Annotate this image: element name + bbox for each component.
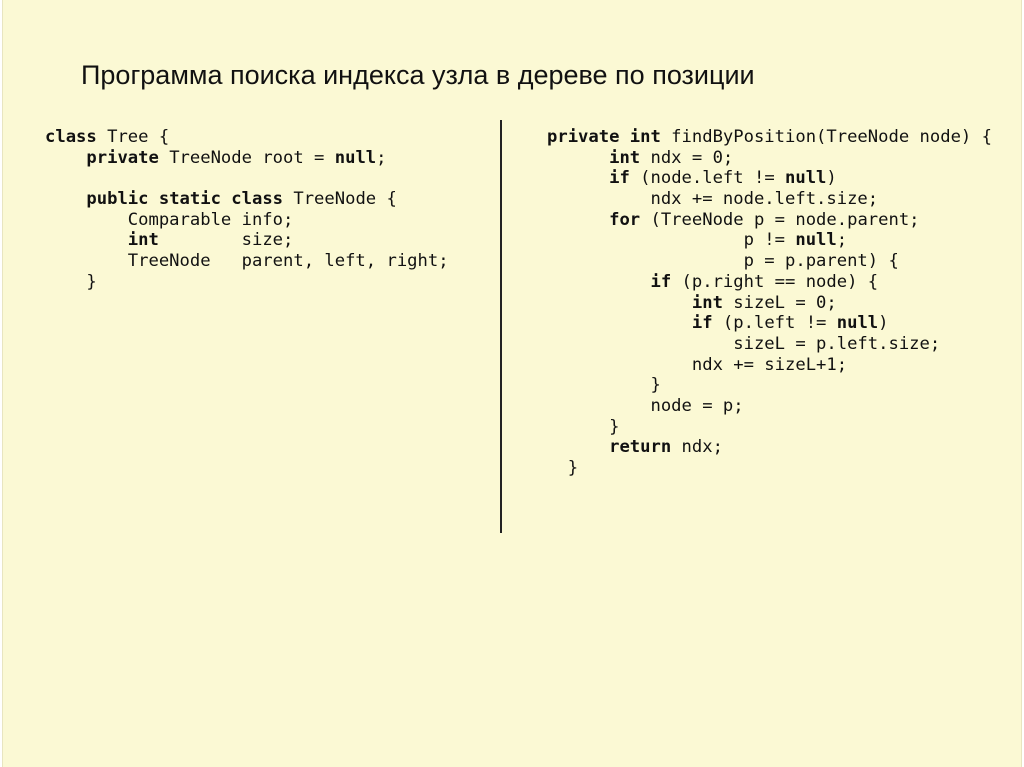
- code-line: [45, 230, 449, 251]
- code-text: [547, 293, 692, 313]
- code-line: [547, 458, 992, 479]
- code-keyword: null: [795, 230, 837, 251]
- code-keyword: public static class: [86, 189, 284, 210]
- code-keyword: return: [609, 437, 672, 458]
- code-text: [547, 210, 609, 230]
- code-text: [547, 148, 609, 168]
- code-text: findByPosition(TreeNode node) {: [660, 127, 992, 147]
- code-text: [547, 168, 609, 188]
- code-text: sizeL = 0;: [722, 292, 837, 313]
- code-line: [547, 272, 992, 293]
- code-keyword: for: [609, 209, 641, 230]
- code-line: [45, 148, 449, 169]
- code-text: }: [547, 416, 620, 437]
- code-line: [547, 127, 992, 148]
- code-text: (node.left !=: [629, 168, 786, 189]
- code-keyword: private int: [547, 127, 661, 147]
- code-text: ): [826, 168, 837, 189]
- code-text: Tree {: [96, 127, 170, 147]
- code-line: [547, 334, 992, 355]
- code-keyword: int: [127, 230, 159, 251]
- code-line: [547, 417, 992, 438]
- code-keyword: int: [609, 147, 641, 168]
- code-keyword: private: [86, 147, 159, 168]
- code-line: [45, 168, 449, 189]
- code-text: Comparable info;: [45, 209, 294, 230]
- code-text: TreeNode {: [283, 189, 397, 210]
- code-text: size;: [158, 230, 294, 251]
- code-text: sizeL = p.left.size;: [547, 333, 941, 354]
- code-keyword: class: [45, 127, 97, 147]
- code-line: [547, 168, 992, 189]
- code-text: (p.left !=: [712, 313, 837, 334]
- code-keyword: null: [334, 147, 377, 168]
- code-text: }: [45, 271, 97, 292]
- code-text: [45, 148, 86, 168]
- tree-class-code-block: [45, 127, 449, 293]
- slide-title: Программа поиска индекса узла в дереве по позиции: [81, 60, 755, 90]
- slide: [2, 0, 1022, 767]
- code-text: TreeNode root =: [158, 147, 335, 168]
- column-divider: [500, 120, 502, 533]
- code-line: [547, 210, 992, 231]
- code-text: [547, 437, 609, 457]
- code-keyword: null: [836, 313, 879, 334]
- code-text: [547, 272, 650, 292]
- code-line: [547, 251, 992, 272]
- code-text: ;: [376, 147, 387, 168]
- code-text: }: [547, 375, 661, 396]
- code-keyword: if: [650, 271, 672, 292]
- code-text: node = p;: [547, 395, 744, 416]
- code-text: p = p.parent) {: [547, 251, 899, 272]
- code-text: (TreeNode p = node.parent;: [640, 209, 920, 230]
- code-line: [547, 148, 992, 169]
- code-text: ndx;: [671, 437, 723, 458]
- code-text: [45, 230, 128, 250]
- code-keyword: if: [691, 313, 713, 334]
- code-line: [45, 251, 449, 272]
- code-line: [547, 355, 992, 376]
- code-keyword: int: [691, 292, 723, 313]
- code-text: }: [547, 458, 579, 478]
- code-keyword: null: [785, 168, 827, 189]
- code-line: [45, 189, 449, 210]
- code-line: [45, 127, 449, 148]
- code-text: ndx = 0;: [640, 147, 734, 168]
- code-line: [45, 272, 449, 293]
- find-by-position-code-block: [547, 127, 992, 479]
- code-text: [547, 313, 692, 333]
- code-text: (p.right == node) {: [671, 271, 879, 292]
- code-line: [45, 210, 449, 231]
- code-line: [547, 293, 992, 314]
- code-line: [547, 189, 992, 210]
- code-text: ndx += sizeL+1;: [547, 354, 848, 375]
- code-line: [547, 396, 992, 417]
- code-text: [45, 189, 86, 209]
- code-line: [547, 375, 992, 396]
- code-line: [547, 437, 992, 458]
- code-line: [547, 230, 992, 251]
- code-text: TreeNode parent, left, right;: [45, 251, 449, 272]
- code-text: p !=: [547, 230, 796, 251]
- code-text: ): [878, 313, 889, 334]
- code-keyword: if: [609, 168, 630, 189]
- code-text: ;: [836, 230, 848, 251]
- code-line: [547, 313, 992, 334]
- code-text: ndx += node.left.size;: [547, 189, 879, 210]
